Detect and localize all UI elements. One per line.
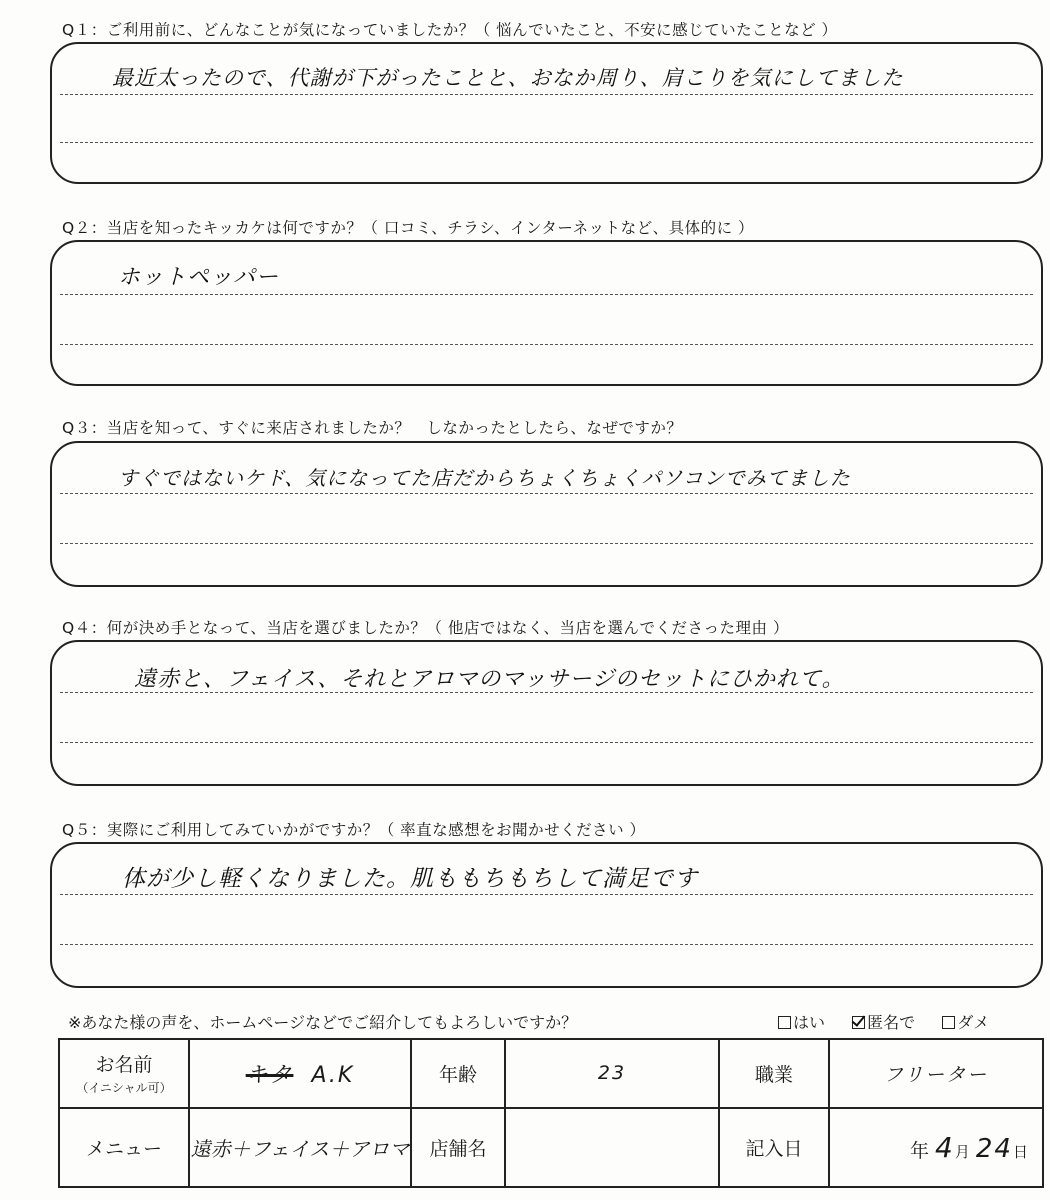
menu-value[interactable]: 遠赤＋フェイス＋アロマ xyxy=(189,1108,411,1187)
date-day-unit: 日 xyxy=(1012,1142,1028,1161)
store-value[interactable] xyxy=(505,1108,719,1187)
publication-consent xyxy=(68,1010,1028,1033)
age-value[interactable]: 23 xyxy=(505,1039,719,1108)
consent-option-yes[interactable]: はい xyxy=(778,1010,825,1033)
date-label: 記入日 xyxy=(719,1108,829,1187)
question-5-label: Q５：実際にご利用してみていかがですか？（ 率直な感想をお聞かせください ） xyxy=(62,821,646,839)
date-month: 4 xyxy=(935,1130,955,1164)
name-sub-label: （イニシャル可） xyxy=(76,1081,172,1096)
customer-info-table xyxy=(58,1038,1044,1188)
answer-3-text: すぐではないケド、気になってた店だからちょくちょくパソコンでみてました xyxy=(118,466,851,490)
consent-option-anonymous[interactable]: 匿名で xyxy=(852,1010,915,1033)
job-label: 職業 xyxy=(719,1039,829,1108)
date-value-cell[interactable] xyxy=(829,1108,1043,1187)
age-label: 年齢 xyxy=(411,1039,505,1108)
date-day: 24 xyxy=(975,1133,1013,1164)
ruled-line xyxy=(60,543,1033,544)
answer-2-text: ホットペッパー xyxy=(118,265,280,290)
question-3-label: Q３：当店を知って、すぐに来店されましたか？ しなかったとしたら、なぜですか？ xyxy=(62,419,683,437)
answer-1-text: 最近太ったので、代謝が下がったことと、おなか周り、肩こりを気にしてました xyxy=(112,66,904,90)
answer-5-text: 体が少し軽くなりました。肌ももちもちして満足です xyxy=(122,866,698,892)
ruled-line xyxy=(60,742,1033,743)
job-value[interactable]: フリーター xyxy=(829,1039,1043,1108)
name-value: A.K xyxy=(311,1062,355,1088)
consent-option-no[interactable]: ダメ xyxy=(942,1010,989,1033)
ruled-line xyxy=(60,493,1033,494)
name-label-cell xyxy=(59,1039,189,1108)
name-value-cell[interactable] xyxy=(189,1039,411,1108)
name-struck-text: キタ xyxy=(245,1062,294,1088)
question-1-label: Q１：ご利用前に、どんなことが気になっていましたか？（ 悩んでいたこと、不安に感じていたことなど ） xyxy=(62,21,838,39)
question-2-label: Q２：当店を知ったキッカケは何ですか？（ 口コミ、チラシ、インターネットなど、具体的に ） xyxy=(62,219,754,237)
checkbox-icon[interactable] xyxy=(942,1016,955,1029)
consent-options xyxy=(778,1010,1011,1033)
menu-label: メニュー xyxy=(59,1108,189,1187)
consent-question: ※あなた様の声を、ホームページなどでご紹介してもよろしいですか？ xyxy=(68,1013,578,1032)
ruled-line xyxy=(60,142,1033,143)
checkbox-icon[interactable] xyxy=(778,1016,791,1029)
checked-checkbox-icon[interactable] xyxy=(852,1016,865,1029)
ruled-line xyxy=(60,894,1033,895)
ruled-line xyxy=(60,344,1033,345)
ruled-line xyxy=(60,294,1033,295)
ruled-line xyxy=(60,94,1033,95)
date-year-unit: 年 xyxy=(909,1139,929,1162)
date-month-unit: 月 xyxy=(954,1142,970,1161)
question-4-label: Q４：何が決め手となって、当店を選びましたか？（ 他店ではなく、当店を選んでくださった理由 ） xyxy=(62,619,789,637)
answer-4-text: 遠赤と、フェイス、それとアロマのマッサージのセットにひかれて。 xyxy=(134,667,845,692)
store-label: 店舗名 xyxy=(411,1108,505,1187)
name-label: お名前 xyxy=(95,1054,153,1077)
ruled-line xyxy=(60,944,1033,945)
